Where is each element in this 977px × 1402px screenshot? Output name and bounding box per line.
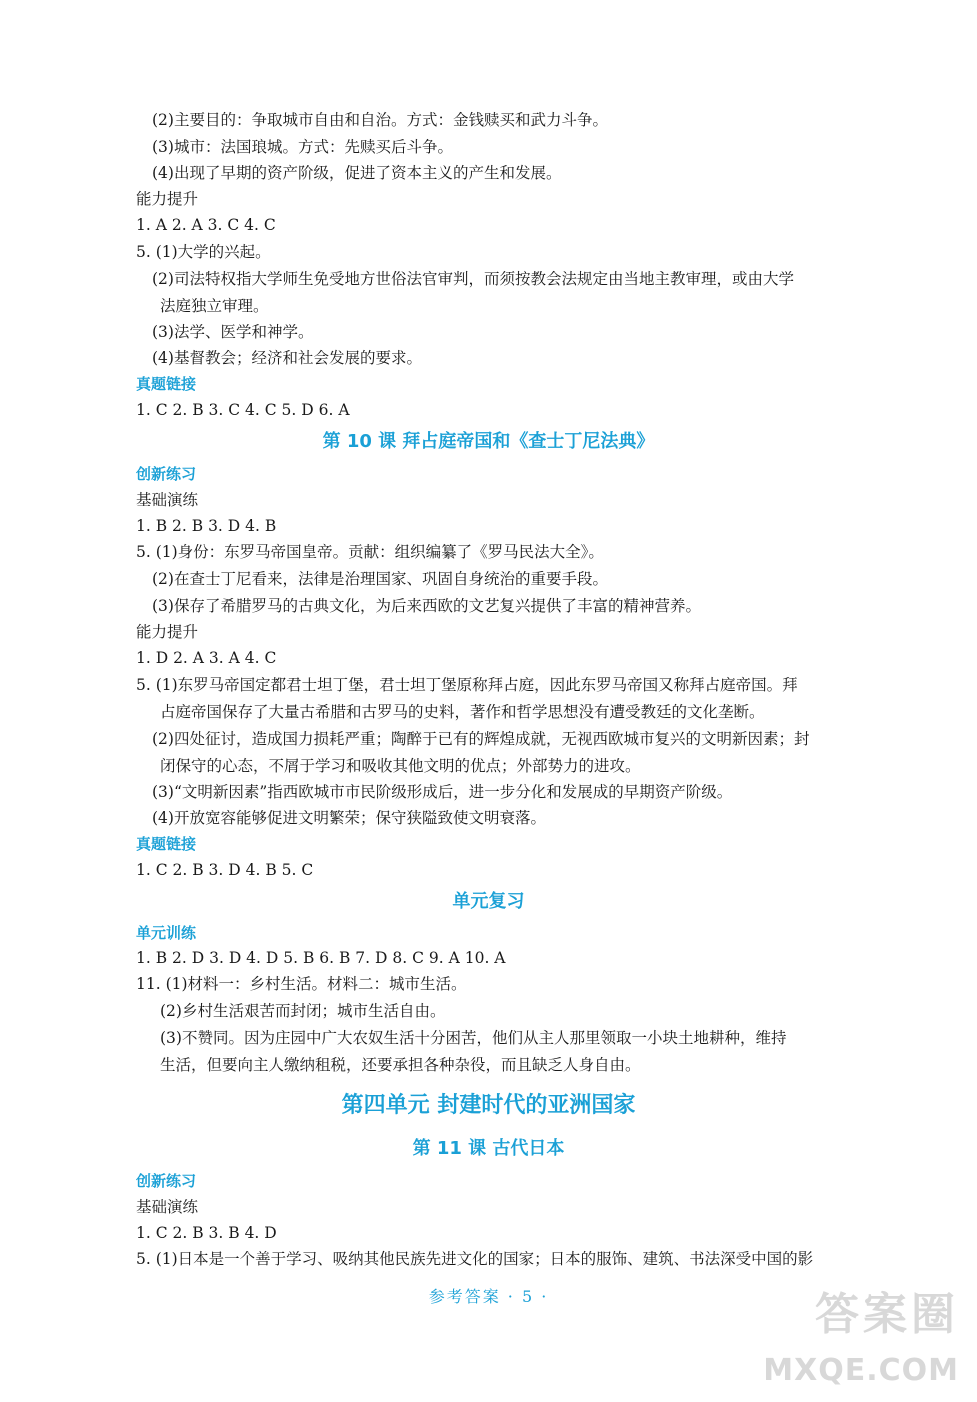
answer-line: (3)法学、医学和神学。 bbox=[152, 323, 314, 341]
unit-title: 第四单元 封建时代的亚洲国家 bbox=[341, 1093, 636, 1118]
answer-line: 1. C 2. B 3. C 4. C 5. D 6. A bbox=[136, 401, 350, 419]
answer-line: 11. (1)材料一：乡村生活。材料二：城市生活。 bbox=[136, 975, 467, 993]
lesson-title: 第 11 课 古代日本 bbox=[412, 1138, 565, 1159]
answer-line: 1. C 2. B 3. D 4. B 5. C bbox=[136, 861, 314, 879]
answer-line: 1. D 2. A 3. A 4. C bbox=[136, 649, 277, 667]
section-label: 能力提升 bbox=[136, 623, 199, 641]
section-heading: 创新练习 bbox=[136, 1172, 197, 1190]
answer-line: (2)四处征讨，造成国力损耗严重；陶醉于已有的辉煌成就，无视西欧城市复兴的文明新因素；封 bbox=[152, 730, 810, 748]
answer-line: (3)不赞同。因为庄园中广大农奴生活十分困苦，他们从主人那里领取一小块土地耕种，维持 bbox=[160, 1029, 787, 1047]
section-heading: 创新练习 bbox=[136, 465, 197, 483]
answer-line: 法庭独立审理。 bbox=[160, 297, 269, 315]
answer-line: (4)开放宽容能够促进文明繁荣；保守狭隘致使文明衰落。 bbox=[152, 809, 546, 827]
answer-line: 5. (1)身份：东罗马帝国皇帝。贡献：组织编纂了《罗马民法大全》。 bbox=[136, 543, 604, 561]
section-heading: 单元训练 bbox=[136, 924, 197, 942]
answer-line: 占庭帝国保存了大量古希腊和古罗马的史料，著作和哲学思想没有遭受教廷的文化垄断。 bbox=[160, 703, 765, 721]
watermark-url: MXQE.COM bbox=[763, 1353, 959, 1388]
lesson-title: 单元复习 bbox=[452, 891, 525, 912]
answer-line: (4)出现了早期的资产阶级，促进了资本主义的产生和发展。 bbox=[152, 164, 562, 182]
answer-line: 1. A 2. A 3. C 4. C bbox=[136, 216, 276, 234]
answer-line: 闭保守的心态，不屑于学习和吸收其他文明的优点；外部势力的进攻。 bbox=[160, 757, 641, 775]
answer-line: (2)司法特权指大学师生免受地方世俗法官审判，而须按教会法规定由当地主教审理，或由大学 bbox=[152, 270, 794, 288]
answer-line: (3)保存了希腊罗马的古典文化，为后来西欧的文艺复兴提供了丰富的精神营养。 bbox=[152, 597, 701, 615]
answer-line: 5. (1)日本是一个善于学习、吸纳其他民族先进文化的国家；日本的服饰、建筑、书法深受中国的影 bbox=[136, 1250, 814, 1268]
answer-line: 5. (1)东罗马帝国定都君士坦丁堡，君士坦丁堡原称拜占庭，因此东罗马帝国又称拜占庭帝国。拜 bbox=[136, 676, 798, 694]
answer-line: 生活，但要向主人缴纳租税，还要承担各种杂役，而且缺乏人身自由。 bbox=[160, 1056, 641, 1074]
section-heading: 真题链接 bbox=[136, 835, 197, 853]
answer-line: 1. B 2. D 3. D 4. D 5. B 6. B 7. D 8. C 9. A 10. A bbox=[136, 949, 506, 967]
section-heading: 真题链接 bbox=[136, 375, 197, 393]
section-label: 基础演练 bbox=[136, 491, 199, 509]
answer-line: (2)乡村生活艰苦而封闭；城市生活自由。 bbox=[160, 1002, 446, 1020]
answer-line: 1. C 2. B 3. B 4. D bbox=[136, 1224, 277, 1242]
section-label: 能力提升 bbox=[136, 190, 199, 208]
lesson-title: 第 10 课 拜占庭帝国和《查士丁尼法典》 bbox=[322, 431, 655, 452]
section-label: 基础演练 bbox=[136, 1198, 199, 1216]
watermark-text: 答案圈 bbox=[815, 1289, 959, 1340]
page-footer: 参考答案 · 5 · bbox=[428, 1287, 549, 1306]
answer-line: 1. B 2. B 3. D 4. B bbox=[136, 517, 277, 535]
answer-line: (2)主要目的：争取城市自由和自治。方式：金钱赎买和武力斗争。 bbox=[152, 111, 608, 129]
answer-line: 5. (1)大学的兴起。 bbox=[136, 243, 271, 261]
answer-line: (4)基督教会；经济和社会发展的要求。 bbox=[152, 349, 422, 367]
answer-line: (3)“文明新因素”指西欧城市市民阶级形成后，进一步分化和发展成的早期资产阶级。 bbox=[152, 783, 733, 801]
answer-line: (2)在查士丁尼看来，法律是治理国家、巩固自身统治的重要手段。 bbox=[152, 570, 608, 588]
watermark-logo bbox=[763, 1278, 959, 1388]
answer-line: (3)城市：法国琅城。方式：先赎买后斗争。 bbox=[152, 138, 453, 156]
